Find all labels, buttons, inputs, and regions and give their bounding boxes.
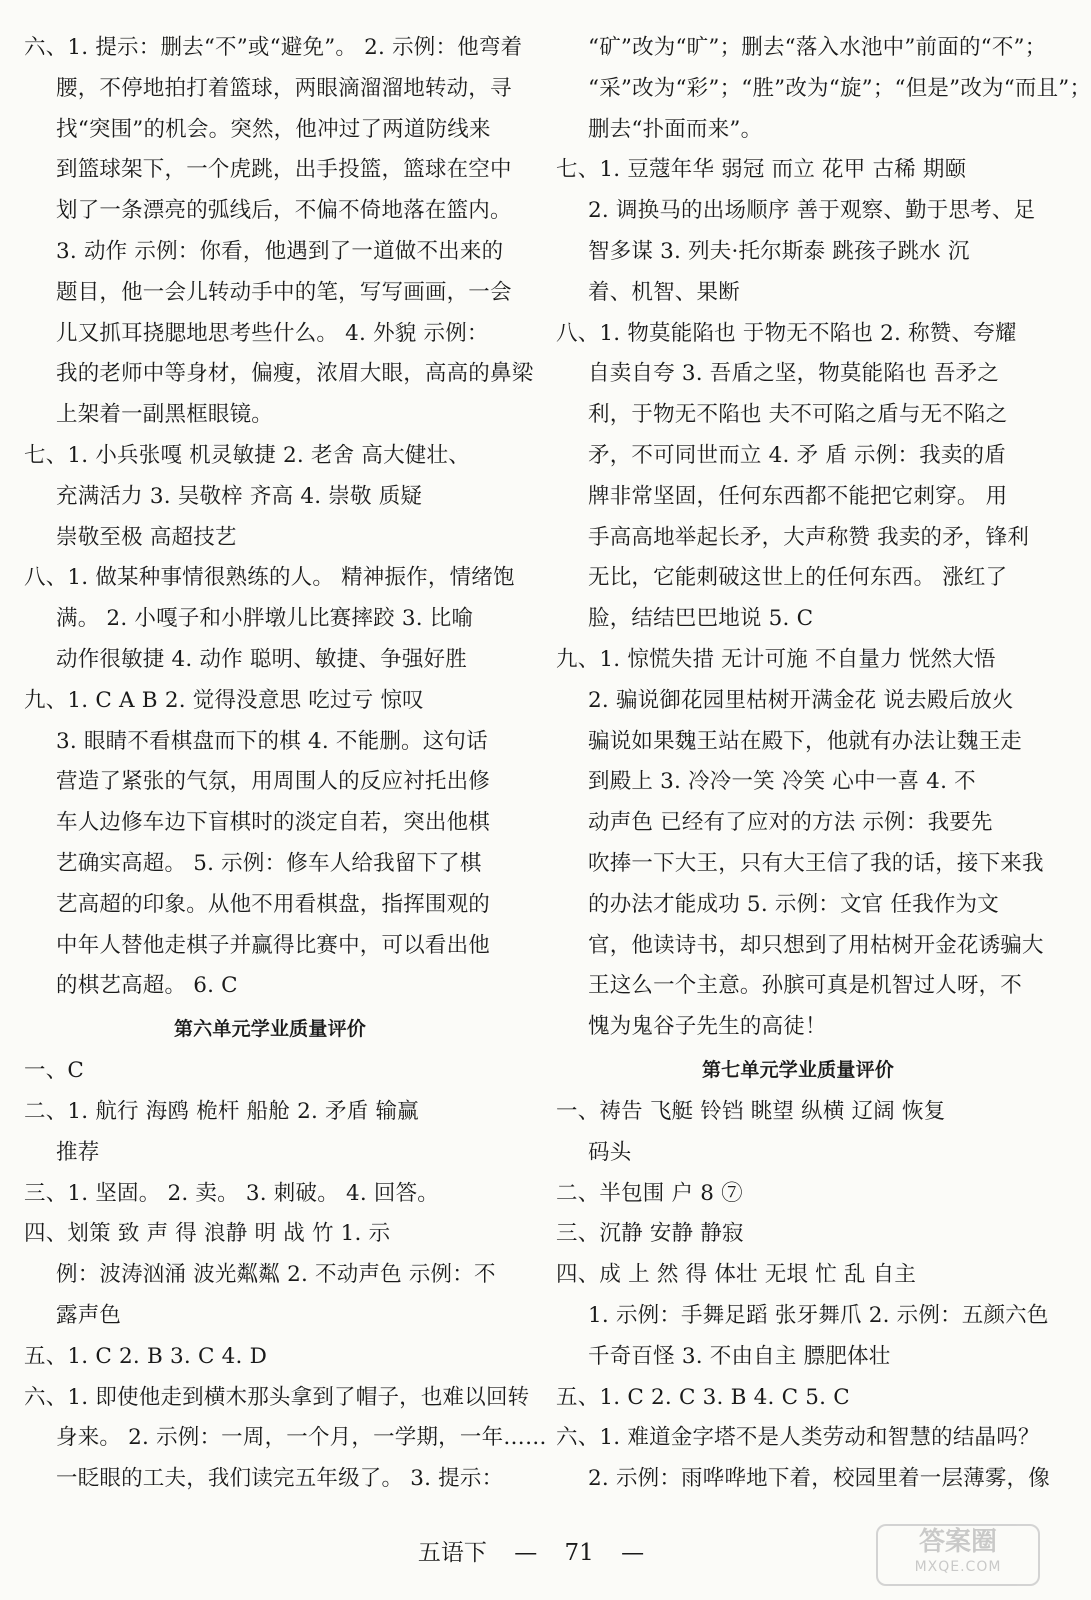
text-line: 五、1. C 2. C 3. B 4. C 5. C	[556, 1384, 850, 1410]
text-line: 的办法才能成功 5. 示例：文官 任我作为文	[588, 891, 999, 917]
text-line: 二、半包围 户 8 ⑦	[556, 1180, 743, 1206]
text-line: 例：波涛汹涌 波光粼粼 2. 不动声色 示例：不	[56, 1262, 496, 1288]
text-line: 牌非常坚固，任何东西都不能把它刺穿。 用	[588, 483, 1008, 509]
text-line: 艺确实高超。 5. 示例：修车人给我留下了棋	[56, 850, 482, 876]
text-line: 找“突围”的机会。突然，他冲过了两道防线来	[56, 116, 491, 142]
text-line: 无比，它能刺破这世上的任何东西。 涨红了	[588, 565, 1008, 591]
text-line: 六、1. 即使他走到横木那头拿到了帽子，也难以回转	[24, 1384, 530, 1410]
text-line: 一、C	[24, 1058, 85, 1084]
text-line: 艺高超的印象。从他不用看棋盘，指挥围观的	[56, 891, 491, 917]
text-line: 吹捧一下大王，只有大王信了我的话，接下来我	[588, 850, 1044, 876]
text-line: 到篮球架下，一个虎跳，出手投篮，篮球在空中	[56, 157, 512, 183]
text-line: “矿”改为“旷”；删去“落入水池中”前面的“不”；	[588, 35, 1047, 60]
text-line: 动作很敏捷 4. 动作 聪明、敏捷、争强好胜	[56, 646, 467, 672]
text-line: 自卖自夸 3. 吾盾之坚，物莫能陷也 吾矛之	[588, 361, 999, 387]
text-line: 划了一条漂亮的弧线后，不偏不倚地落在篮内。	[56, 198, 512, 224]
text-line: 八、1. 做某种事情很熟练的人。 精神振作，情绪饱	[24, 565, 515, 591]
text-line: 1. 示例：手舞足蹈 张牙舞爪 2. 示例：五颜六色	[588, 1302, 1049, 1328]
text-line: 王这么一个主意。孙膑可真是机智过人呀，不	[588, 973, 1023, 999]
text-line: 我的老师中等身材，偏瘦，浓眉大眼，高高的鼻梁	[56, 361, 534, 387]
text-line: 中年人替他走棋子并赢得比赛中，可以看出他	[56, 932, 491, 958]
left-column	[24, 28, 547, 1500]
text-line: 手高高地举起长矛，大声称赞 我卖的矛，锋利	[588, 524, 1030, 550]
text-line: 上架着一副黑框眼镜。	[56, 402, 274, 428]
text-line: 五、1. C 2. B 3. C 4. D	[24, 1343, 268, 1369]
section-heading: 第六单元学业质量评价	[173, 1018, 366, 1041]
text-line: 一、祷告 飞艇 铃铛 眺望 纵横 辽阔 恢复	[556, 1098, 946, 1124]
text-line: 充满活力 3. 吴敬梓 齐高 4. 崇敬 质疑	[56, 483, 423, 509]
text-line: “采”改为“彩”；“胜”改为“旋”；“但是”改为“而且”；	[588, 75, 1091, 101]
footer-subject: 五语下	[417, 1540, 487, 1566]
watermark-logo	[876, 1524, 1040, 1586]
text-line: 满。 2. 小嘎子和小胖墩儿比赛摔跤 3. 比喻	[56, 606, 474, 632]
watermark-url: MXQE.COM	[914, 1559, 1002, 1575]
right-column	[556, 28, 1091, 1500]
text-line: 二、1. 航行 海鸥 桅杆 船舱 2. 矛盾 输赢	[24, 1098, 419, 1124]
page-number: 71	[564, 1540, 594, 1566]
section-heading: 第七单元学业质量评价	[701, 1058, 894, 1081]
text-line: 骗说如果魏王站在殿下，他就有办法让魏王走	[588, 728, 1023, 754]
text-line: 着、机智、果断	[588, 279, 740, 305]
text-line: 七、1. 小兵张嘎 机灵敏捷 2. 老舍 高大健壮、	[24, 442, 470, 468]
text-line: 3. 眼睛不看棋盘而下的棋 4. 不能删。这句话	[56, 728, 488, 754]
footer-dash-right: —	[621, 1540, 645, 1566]
text-line: 三、沉静 安静 静寂	[556, 1221, 744, 1247]
text-line: 矛，不可同世而立 4. 矛 盾 示例：我卖的盾	[588, 442, 1006, 468]
text-line: 千奇百怪 3. 不由自主 膘肥体壮	[588, 1343, 891, 1369]
text-line: 崇敬至极 高超技艺	[56, 524, 237, 550]
text-line: 营造了紧张的气氛，用周围人的反应衬托出修	[56, 769, 491, 795]
text-line: 六、1. 难道金字塔不是人类劳动和智慧的结晶吗？	[556, 1425, 1040, 1451]
text-line: 利，于物无不陷也 夫不可陷之盾与无不陷之	[588, 402, 1008, 428]
text-line: 四、划策 致 声 得 浪静 明 战 竹 1. 示	[24, 1221, 391, 1247]
watermark-title: 答案圈	[918, 1527, 997, 1557]
text-line: 2. 示例：雨哗哗地下着，校园里着一层薄雾，像	[588, 1466, 1050, 1492]
text-line: 码头	[588, 1139, 632, 1165]
text-line: 3. 动作 示例：你看，他遇到了一道做不出来的	[56, 238, 504, 264]
text-line: 儿又抓耳挠腮地思考些什么。 4. 外貌 示例：	[56, 320, 489, 346]
text-line: 一眨眼的工夫，我们读完五年级了。 3. 提示：	[56, 1466, 504, 1492]
text-line: 身来。 2. 示例：一周，一个月，一学期，一年……	[56, 1425, 547, 1451]
text-line: 腰，不停地拍打着篮球，两眼滴溜溜地转动，寻	[56, 75, 512, 101]
text-line: 六、1. 提示：删去“不”或“避免”。 2. 示例：他弯着	[24, 35, 523, 60]
text-line: 的棋艺高超。 6. C	[56, 973, 238, 999]
text-line: 推荐	[56, 1139, 100, 1165]
text-line: 九、1. C A B 2. 觉得没意思 吃过亏 惊叹	[24, 687, 424, 713]
text-line: 车人边修车边下盲棋时的淡定自若，突出他棋	[56, 810, 491, 836]
footer-dash-left: —	[514, 1540, 538, 1566]
text-line: 官，他读诗书，却只想到了用枯树开金花诱骗大	[588, 932, 1044, 958]
text-line: 八、1. 物莫能陷也 于物无不陷也 2. 称赞、夸耀	[556, 320, 1017, 346]
text-line: 智多谋 3. 列夫·托尔斯泰 跳孩子跳水 沉	[588, 238, 970, 264]
text-line: 删去“扑面而来”。	[588, 116, 763, 142]
text-line: 露声色	[56, 1302, 122, 1328]
text-line: 愧为鬼谷子先生的高徒！	[588, 1014, 827, 1040]
text-line: 脸，结结巴巴地说 5. C	[588, 606, 814, 632]
text-line: 题目，他一会儿转动手中的笔，写写画画，一会	[56, 279, 512, 305]
text-line: 七、1. 豆蔻年华 弱冠 而立 花甲 古稀 期颐	[556, 157, 967, 183]
text-line: 动声色 已经有了应对的方法 示例：我要先	[588, 810, 993, 836]
text-line: 四、成 上 然 得 体壮 无垠 忙 乱 自主	[556, 1262, 917, 1288]
text-line: 2. 调换马的出场顺序 善于观察、勤于思考、足	[588, 198, 1036, 224]
text-line: 到殿上 3. 冷冷一笑 冷笑 心中一喜 4. 不	[588, 769, 976, 795]
text-line: 三、1. 坚固。 2. 卖。 3. 刺破。 4. 回答。	[24, 1180, 439, 1206]
text-line: 2. 骗说御花园里枯树开满金花 说去殿后放火	[588, 687, 1014, 713]
text-line: 九、1. 惊慌失措 无计可施 不自量力 恍然大悟	[556, 646, 996, 672]
